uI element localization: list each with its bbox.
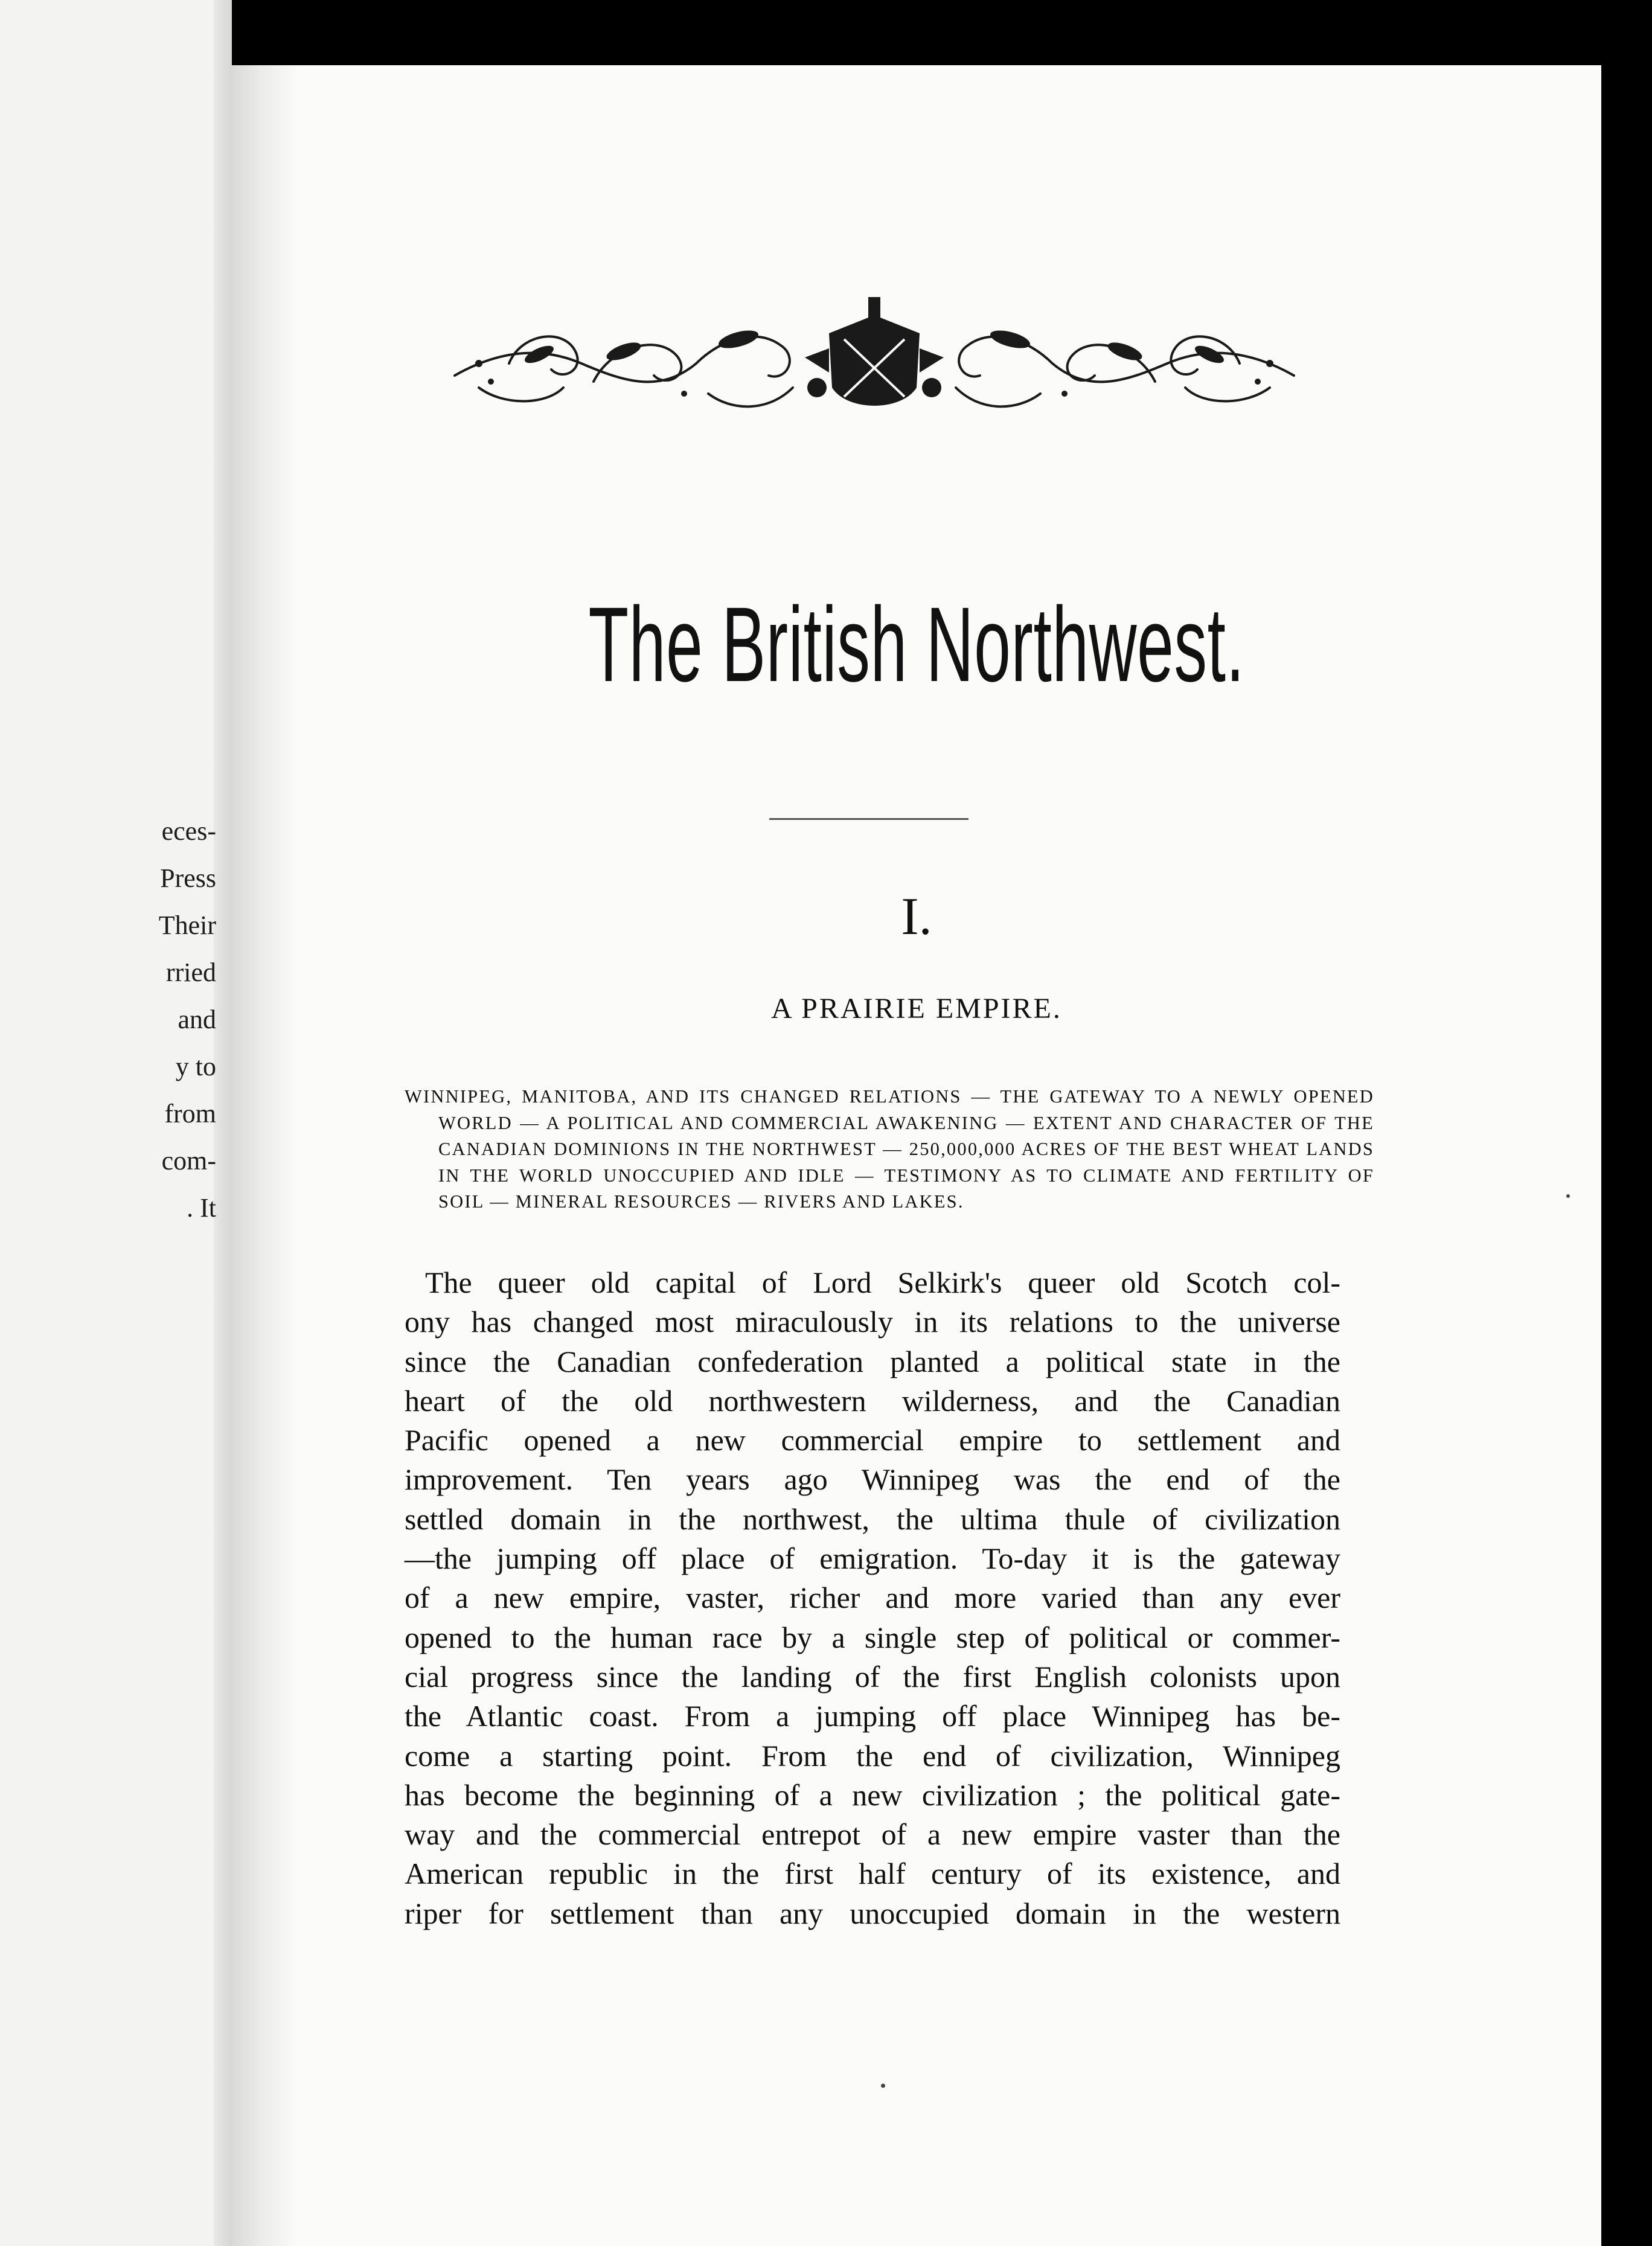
left-fragment: eces-: [161, 816, 216, 846]
chapter-synopsis: WINNIPEG, MANITOBA, AND ITS CHANGED RELATIONS — THE GATEWAY TO A NEWLY OPENED WORLD — A POLITICAL AND COMMERCIAL AWAKENING — EXTENT AND CHARACTER OF THE CANADIAN DOMINIONS IN THE NORTHWEST — 250,000,000 ACRES OF THE BEST WHEAT LANDS IN THE WORLD UNOCCUPIED AND IDLE — TESTIMONY AS TO CLIMATE AND FERTILITY OF SOIL — MINERAL RESOURCES — RIVERS AND LAKES.: [405, 1086, 1374, 1212]
body-text: [405, 1263, 1340, 1933]
body-line: the Atlantic coast. From a jumping off place Winnipeg has be-: [405, 1699, 1340, 1733]
left-page-gutter: [214, 0, 232, 2246]
body-line: settled domain in the northwest, the ultima thule of civilization: [405, 1502, 1340, 1536]
left-fragment: from: [164, 1099, 216, 1128]
left-fragment: Press: [160, 863, 216, 893]
body-line: since the Canadian confederation planted a political state in the: [405, 1344, 1340, 1378]
page-binding-shadow: [232, 65, 298, 2246]
left-fragment: . It: [187, 1193, 216, 1223]
body-line: Pacific opened a new commercial empire to settlement and: [405, 1423, 1340, 1457]
body-line: The queer old capital of Lord Selkirk's queer old Scotch col-: [425, 1265, 1340, 1299]
left-page-text-fragments: [159, 808, 216, 1232]
print-speck: [1566, 1194, 1570, 1198]
left-fragment: com-: [161, 1146, 216, 1176]
left-fragment: y to: [175, 1052, 216, 1081]
right-page: [232, 65, 1601, 2246]
left-fragment: and: [178, 1005, 216, 1034]
body-line: way and the commercial entrepot of a new empire vaster than the: [405, 1817, 1340, 1852]
chapter-number: I.: [901, 888, 932, 946]
title-divider-rule: [769, 818, 968, 820]
body-line: cial progress since the landing of the first English colonists upon: [405, 1659, 1340, 1694]
body-line: come a starting point. From the end of civilization, Winnipeg: [405, 1738, 1340, 1773]
body-line: has become the beginning of a new civilization ; the political gate-: [405, 1777, 1340, 1812]
body-line: improvement. Ten years ago Winnipeg was the end of the: [405, 1462, 1340, 1497]
page-title: The British Northwest.: [588, 586, 1245, 704]
body-line: —the jumping off place of emigration. To-day it is the gateway: [405, 1541, 1340, 1576]
body-line: heart of the old northwestern wilderness, and the Canadian: [405, 1383, 1340, 1418]
left-fragment: Their: [158, 910, 216, 940]
left-fragment: rried: [165, 958, 216, 987]
left-page: [0, 0, 232, 2246]
body-line: opened to the human race by a single step of political or commer-: [405, 1620, 1340, 1654]
print-speck: [881, 2084, 885, 2088]
body-line: riper for settlement than any unoccupied domain in the western: [405, 1896, 1340, 1930]
body-line: ony has changed most miraculously in its relations to the universe: [405, 1305, 1340, 1339]
chapter-title: A PRAIRIE EMPIRE.: [771, 993, 1062, 1025]
floral-ornament-headpiece: [443, 291, 1306, 424]
body-line: of a new empire, vaster, richer and more varied than any ever: [405, 1581, 1340, 1615]
body-line: American republic in the first half century of its existence, and: [405, 1857, 1340, 1891]
